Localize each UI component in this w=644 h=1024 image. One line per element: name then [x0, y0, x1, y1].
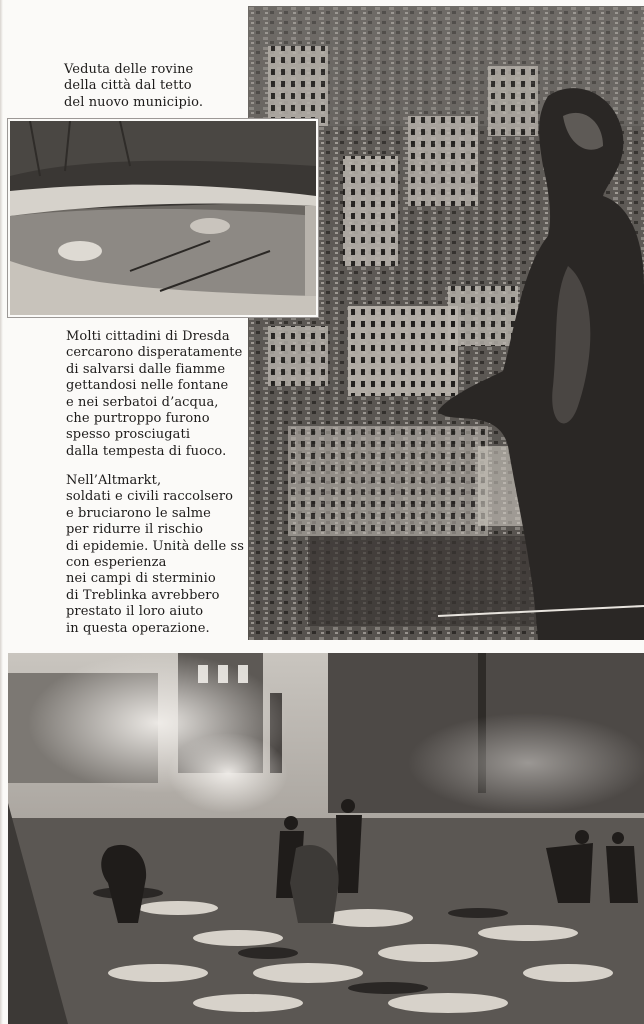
photo-ruins-from-town-hall — [248, 6, 644, 640]
page-gutter-shadow — [0, 0, 3, 1024]
caption-altmarkt: Nell’Altmarkt, soldati e civili raccolsero e bruciarono le salme per ridurre il rischio di epidemie. Unità delle ss con esperienza nei campi di sterminio di Treblinka avrebbero prestato il loro aiuto in questa operazione. — [66, 473, 245, 636]
caption-ruins-view: Veduta delle rovine della città dal tetto del nuovo municipio. — [64, 62, 204, 110]
photo-altmarkt-cremation — [8, 653, 644, 1024]
caption-citizens-fountains: Molti cittadini di Dresda cercarono disperatamente di salvarsi dalle fiamme gettandosi nelle fontane e nei serbatoi d’acqua, che purtroppo furono spesso prosciugati dalla tempesta di fuoco. — [66, 329, 243, 459]
photo-fountain-inset — [8, 119, 318, 317]
